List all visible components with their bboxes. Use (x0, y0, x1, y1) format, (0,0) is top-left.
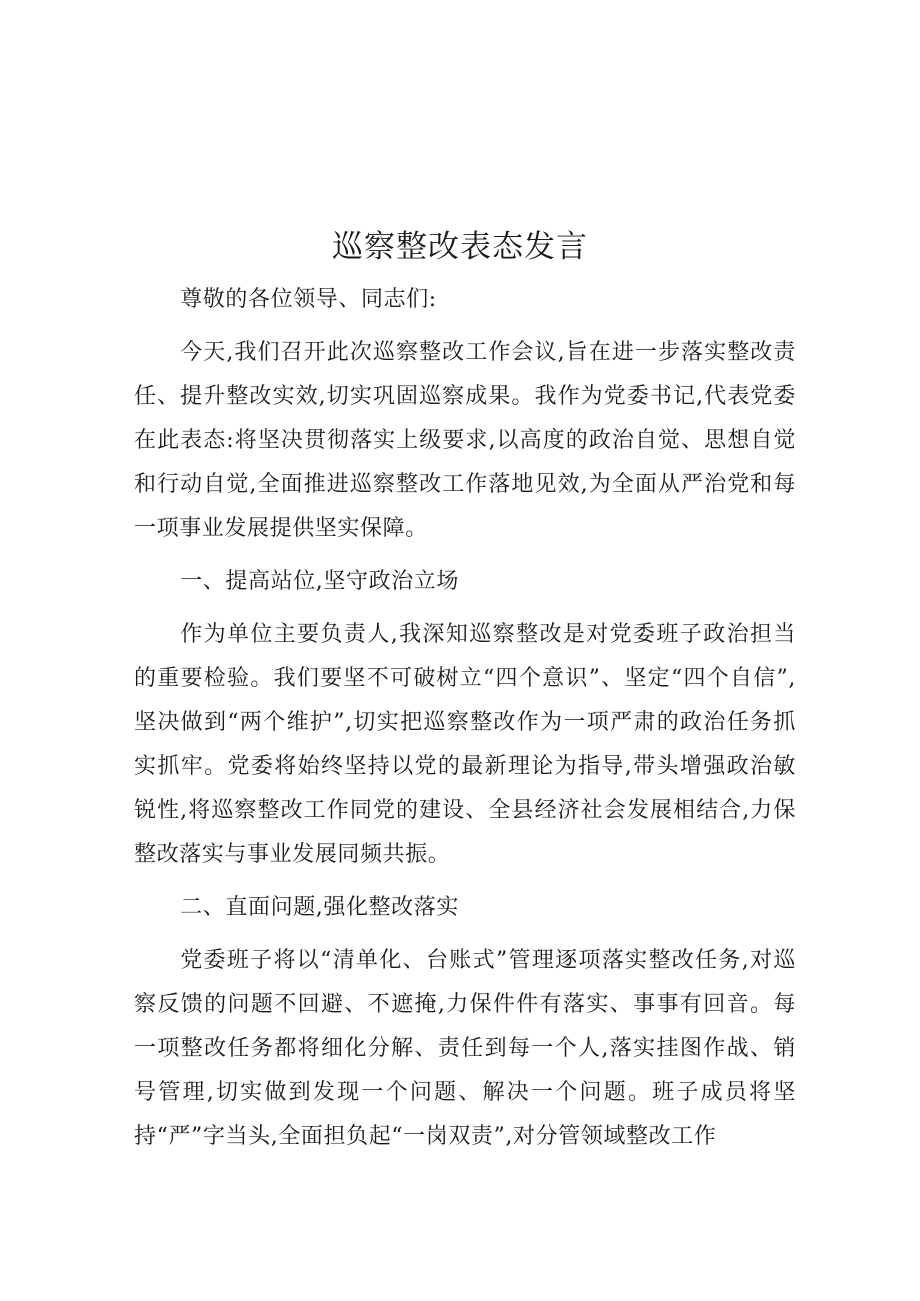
salutation: 尊敬的各位领导、同志们: (180, 287, 437, 312)
section-2-heading: 二、直面问题,强化整改落实 (180, 895, 459, 920)
section-1-paragraph: 作为单位主要负责人,我深知巡察整改是对党委班子政治担当的重要检验。我们要坚不可破树立“四个意识”、坚定“四个自信”,坚决做到“两个维护”,切实把巡察整改作为一项严肃的政治任务抓实抓牢。党委将始终坚持以党的最新理论为指导,带头增强政治敏锐性,将巡察整改工作同党的建设、全县经济社会发展相结合,力保整改落实与事业发展同频共振。 (134, 622, 796, 867)
section-1-heading: 一、提高站位,坚守政治立场 (180, 569, 459, 594)
section-2-paragraph: 党委班子将以“清单化、台账式”管理逐项落实整改任务,对巡察反馈的问题不回避、不遮掩,力保件件有落实、事事有回音。每一项整改任务都将细化分解、责任到每一个人,落实挂图作战、销号管理,切实做到发现一个问题、解决一个问题。班子成员将坚持“严”字当头,全面担负起“一岗双责”,对分管领域整改工作 (134, 948, 796, 1149)
document-title: 巡察整改表态发言 (332, 229, 588, 265)
document-body (134, 278, 796, 1168)
intro-paragraph: 今天,我们召开此次巡察整改工作会议,旨在进一步落实整改责任、提升整改实效,切实巩固巡察成果。我作为党委书记,代表党委在此表态:将坚决贯彻落实上级要求,以高度的政治自觉、思想自觉和行动自觉,全面推进巡察整改工作落地见效,为全面从严治党和每一项事业发展提供坚实保障。 (134, 340, 796, 541)
